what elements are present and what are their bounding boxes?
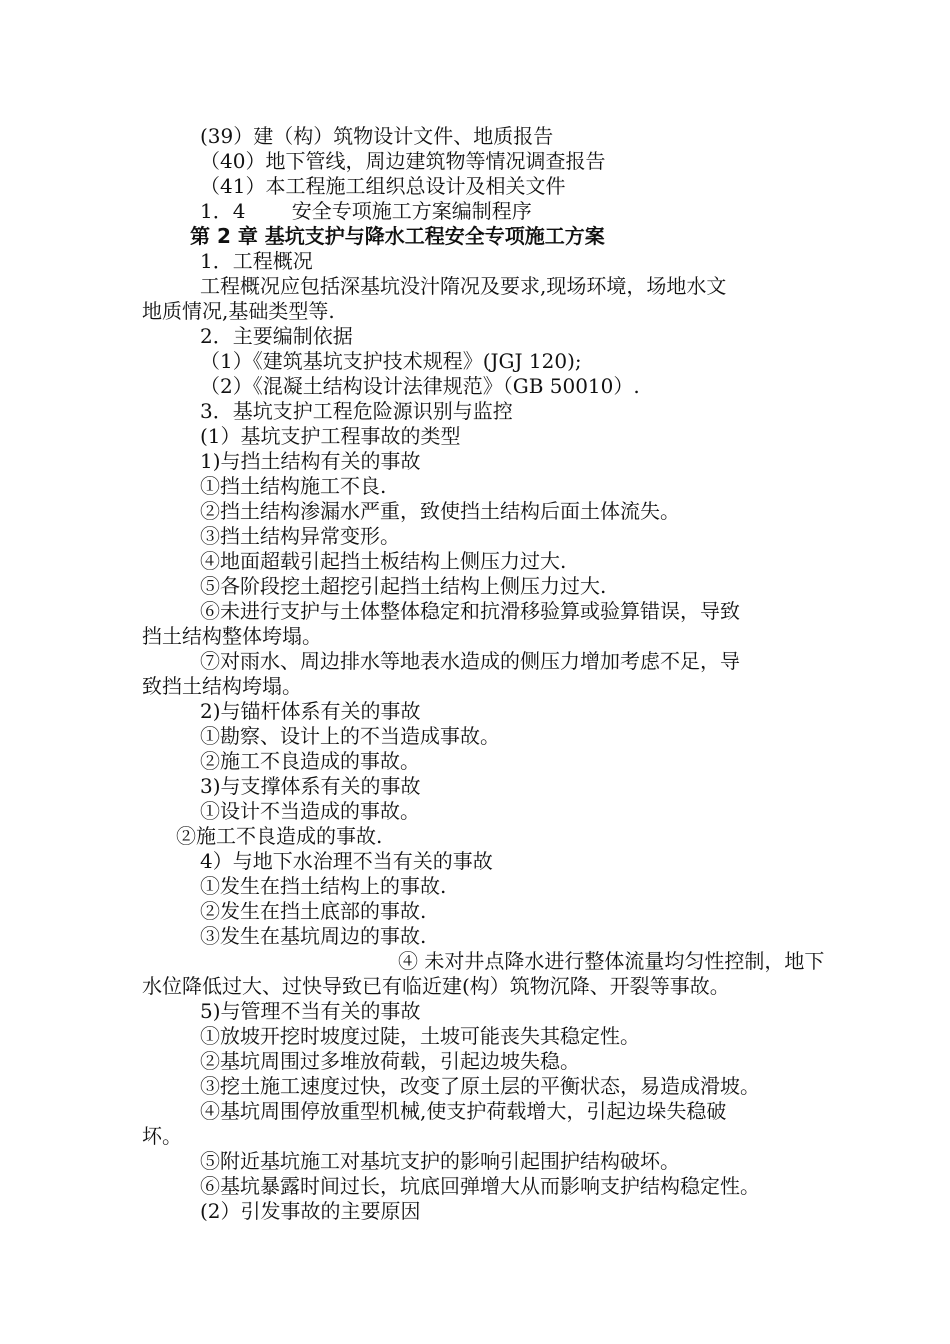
paragraph-line: 地质情况,基础类型等.: [142, 299, 335, 323]
list-item: ②发生在挡土底部的事故.: [200, 899, 427, 923]
subsection-2: 2．主要编制依据: [200, 324, 353, 348]
list-item: ③挡土结构异常变形。: [200, 524, 400, 548]
list-item: ④地面超载引起挡土板结构上侧压力过大.: [200, 549, 567, 573]
list-item: ①勘察、设计上的不当造成事故。: [200, 724, 500, 748]
list-heading: (2）引发事故的主要原因: [200, 1199, 421, 1223]
list-item: ③挖土施工速度过快，改变了原土层的平衡状态，易造成滑坡。: [200, 1074, 760, 1098]
list-item-continued: 挡土结构整体垮塌。: [142, 624, 322, 648]
item-40: （40）地下管线，周边建筑物等情况调查报告: [200, 149, 606, 173]
list-item: ④ 未对井点降水进行整体流量均匀性控制，地下: [398, 949, 825, 973]
section-1-4: 1．4 安全专项施工方案编制程序: [200, 199, 532, 223]
reference-1: （1）《建筑基坑支护技术规程》(JGJ 120);: [200, 349, 582, 373]
list-item: ①挡土结构施工不良.: [200, 474, 387, 498]
chapter-heading: 第 2 章 基坑支护与降水工程安全专项施工方案: [190, 224, 605, 248]
list-item: ②施工不良造成的事故。: [200, 749, 420, 773]
list-item: ③发生在基坑周边的事故.: [200, 924, 427, 948]
list-item: ①设计不当造成的事故。: [200, 799, 420, 823]
list-item-continued: 坏。: [142, 1124, 182, 1148]
list-item: ①发生在挡土结构上的事故.: [200, 874, 447, 898]
list-item: ②挡土结构渗漏水严重，致使挡土结构后面土体流失。: [200, 499, 680, 523]
item-41: （41）本工程施工组织总设计及相关文件: [200, 174, 566, 198]
list-subheading: 4）与地下水治理不当有关的事故: [200, 849, 493, 873]
subsection-3: 3．基坑支护工程危险源识别与监控: [200, 399, 513, 423]
list-item: ②基坑周围过多堆放荷载，引起边坡失稳。: [200, 1049, 580, 1073]
list-item: ⑤附近基坑施工对基坑支护的影响引起围护结构破坏。: [200, 1149, 680, 1173]
list-item: ④基坑周围停放重型机械,使支护荷载增大，引起边垛失稳破: [200, 1099, 727, 1123]
list-item-continued: 水位降低过大、过快导致已有临近建(构）筑物沉降、开裂等事故。: [142, 974, 730, 998]
subsection-1: 1．工程概况: [200, 249, 313, 273]
list-item: ⑤各阶段挖土超挖引起挡土结构上侧压力过大.: [200, 574, 607, 598]
list-subheading: 2)与锚杆体系有关的事故: [200, 699, 421, 723]
list-heading: (1）基坑支护工程事故的类型: [200, 424, 461, 448]
paragraph-line: 工程概况应包括深基坑没汁隋况及要求,现场环境，场地水文: [200, 274, 727, 298]
list-item: ②施工不良造成的事故.: [176, 824, 383, 848]
list-item: ①放坡开挖时坡度过陡，土坡可能丧失其稳定性。: [200, 1024, 640, 1048]
list-item-continued: 致挡土结构垮塌。: [142, 674, 302, 698]
list-item: ⑦对雨水、周边排水等地表水造成的侧压力增加考虑不足，导: [200, 649, 740, 673]
list-item: ⑥基坑暴露时间过长，坑底回弹增大从而影响支护结构稳定性。: [200, 1174, 760, 1198]
item-39: (39）建（构）筑物设计文件、地质报告: [200, 124, 554, 148]
list-subheading: 1)与挡土结构有关的事故: [200, 449, 421, 473]
list-item: ⑥未进行支护与土体整体稳定和抗滑移验算或验算错误，导致: [200, 599, 740, 623]
list-subheading: 3)与支撑体系有关的事故: [200, 774, 421, 798]
reference-2: （2）《混凝土结构设计法律规范》（GB 50010）.: [200, 374, 640, 398]
list-subheading: 5)与管理不当有关的事故: [200, 999, 421, 1023]
